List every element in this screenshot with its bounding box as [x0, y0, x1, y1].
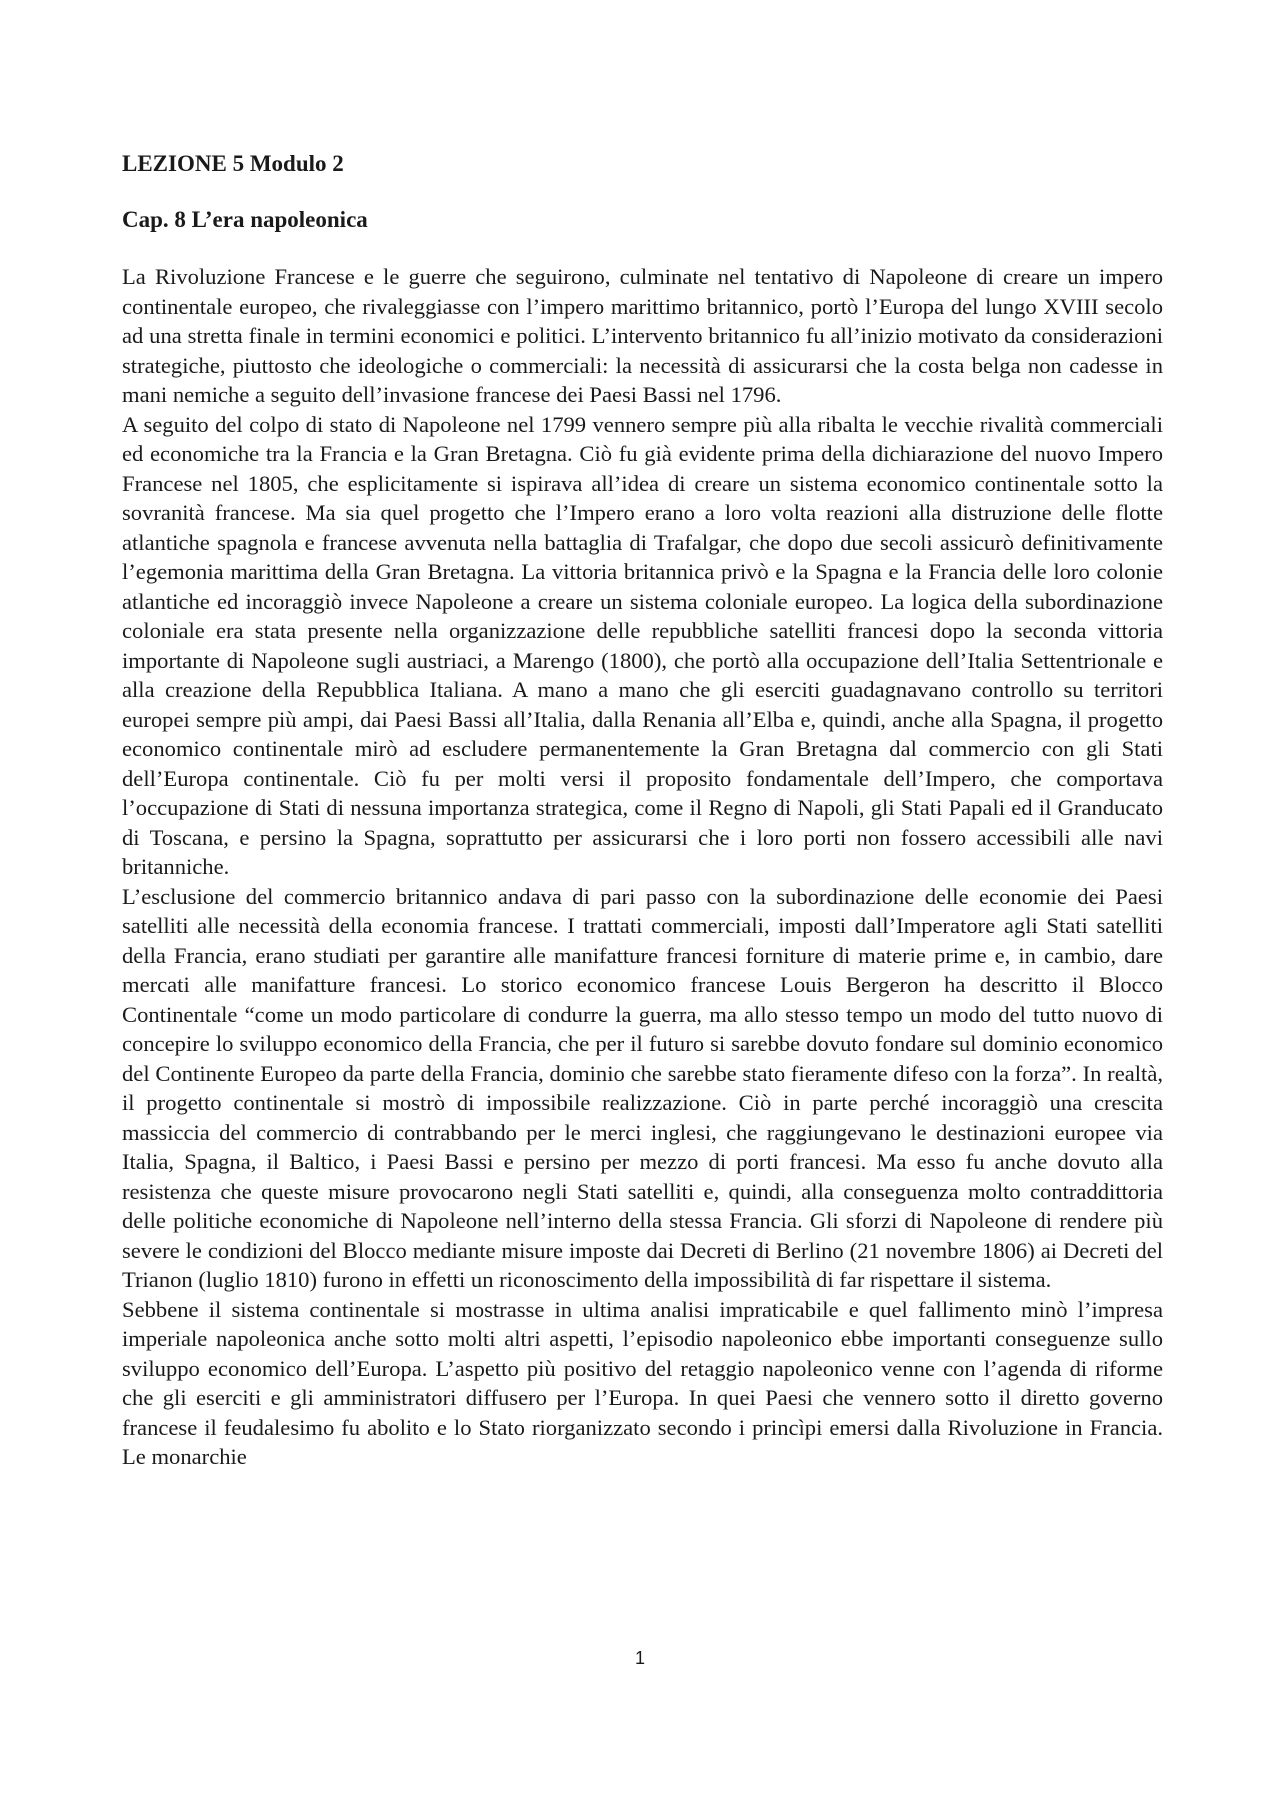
- paragraph-4: Sebbene il sistema continentale si mostrasse in ultima analisi impraticabile e quel fallimento minò l’impresa imperiale napoleonica anche sotto molti altri aspetti, l’episodio napoleonico ebbe importanti conseguenze sullo sviluppo economico dell’Europa. L’aspetto più positivo del retaggio napoleonico venne con l’agenda di riforme che gli eserciti e gli amministratori diffusero per l’Europa. In quei Paesi che vennero sotto il diretto governo francese il feudalesimo fu abolito e lo Stato riorganizzato secondo i princìpi emersi dalla Rivoluzione in Francia. Le monarchie: [122, 1296, 1163, 1469]
- page-number: 1: [634, 1648, 645, 1668]
- lesson-title: LEZIONE 5 Modulo 2: [122, 151, 344, 176]
- document-body: [122, 149, 1163, 1472]
- chapter-title: Cap. 8 L’era napoleonica: [122, 207, 368, 232]
- paragraph-3: L’esclusione del commercio britannico andava di pari passo con la subordinazione delle economie dei Paesi satelliti alle necessità della economia francese. I trattati commerciali, imposti dall’Imperatore agli Stati satelliti della Francia, erano studiati per garantire alle manifatture francesi forniture di materie prime e, in cambio, dare mercati alle manifatture francesi. Lo storico economico francese Louis Bergeron ha descritto il Blocco Continentale “come un modo particolare di condurre la guerra, ma allo stesso tempo un modo del tutto nuovo di concepire lo sviluppo economico della Francia, che per il futuro si sarebbe dovuto fondare sul dominio economico del Continente Europeo da parte della Francia, dominio che sarebbe stato fieramente difeso con la forza”. In realtà, il progetto continentale si mostrò di impossibile realizzazione. Ciò in parte perché incoraggiò una crescita massiccia del commercio di contrabbando per le merci inglesi, che raggiungevano le destinazioni europee via Italia, Spagna, il Baltico, i Paesi Bassi e persino per mezzo di porti francesi. Ma esso fu anche dovuto alla resistenza che queste misure provocarono negli Stati satelliti e, quindi, alla conseguenza molto contraddittoria delle politiche economiche di Napoleone nell’interno della stessa Francia. Gli sforzi di Napoleone di rendere più severe le condizioni del Blocco mediante misure imposte dai Decreti di Berlino (21 novembre 1806) ai Decreti del Trianon (luglio 1810) furono in effetti un riconoscimento della impossibilità di far rispettare il sistema.: [122, 883, 1163, 1292]
- paragraph-2: A seguito del colpo di stato di Napoleone nel 1799 vennero sempre più alla ribalta le vecchie rivalità commerciali ed economiche tra la Francia e la Gran Bretagna. Ciò fu già evidente prima della dichiarazione del nuovo Impero Francese nel 1805, che esplicitamente si ispirava all’idea di creare un sistema economico continentale sotto la sovranità francese. Ma sia quel progetto che l’Impero erano a loro volta reazioni alla distruzione delle flotte atlantiche spagnola e francese avvenuta nella battaglia di Trafalgar, che dopo due secoli assicurò definitivamente l’egemonia marittima della Gran Bretagna. La vittoria britannica privò e la Spagna e la Francia delle loro colonie atlantiche ed incoraggiò invece Napoleone a creare un sistema coloniale europeo. La logica della subordinazione coloniale era stata presente nella organizzazione delle repubbliche satelliti francesi dopo la seconda vittoria importante di Napoleone sugli austriaci, a Marengo (1800), che portò alla occupazione dell’Italia Settentrionale e alla creazione della Repubblica Italiana. A mano a mano che gli eserciti guadagnavano controllo su territori europei sempre più ampi, dai Paesi Bassi all’Italia, dalla Renania all’Elba e, quindi, anche alla Spagna, il progetto economico continentale mirò ad escludere permanentemente la Gran Bretagna dal commercio con gli Stati dell’Europa continentale. Ciò fu per molti versi il proposito fondamentale dell’Impero, che comportava l’occupazione di Stati di nessuna importanza strategica, come il Regno di Napoli, gli Stati Papali ed il Granducato di Toscana, e persino la Spagna, soprattutto per assicurarsi che i loro porti non fossero accessibili alle navi britanniche.: [122, 411, 1163, 879]
- paragraph-1: La Rivoluzione Francese e le guerre che seguirono, culminate nel tentativo di Napoleone di creare un impero continentale europeo, che rivaleggiasse con l’impero marittimo britannico, portò l’Europa del lungo XVIII secolo ad una stretta finale in termini economici e politici. L’intervento britannico fu all’inizio motivato da considerazioni strategiche, piuttosto che ideologiche o commerciali: la necessità di assicurarsi che la costa belga non cadesse in mani nemiche a seguito dell’invasione francese dei Paesi Bassi nel 1796.: [122, 264, 1163, 407]
